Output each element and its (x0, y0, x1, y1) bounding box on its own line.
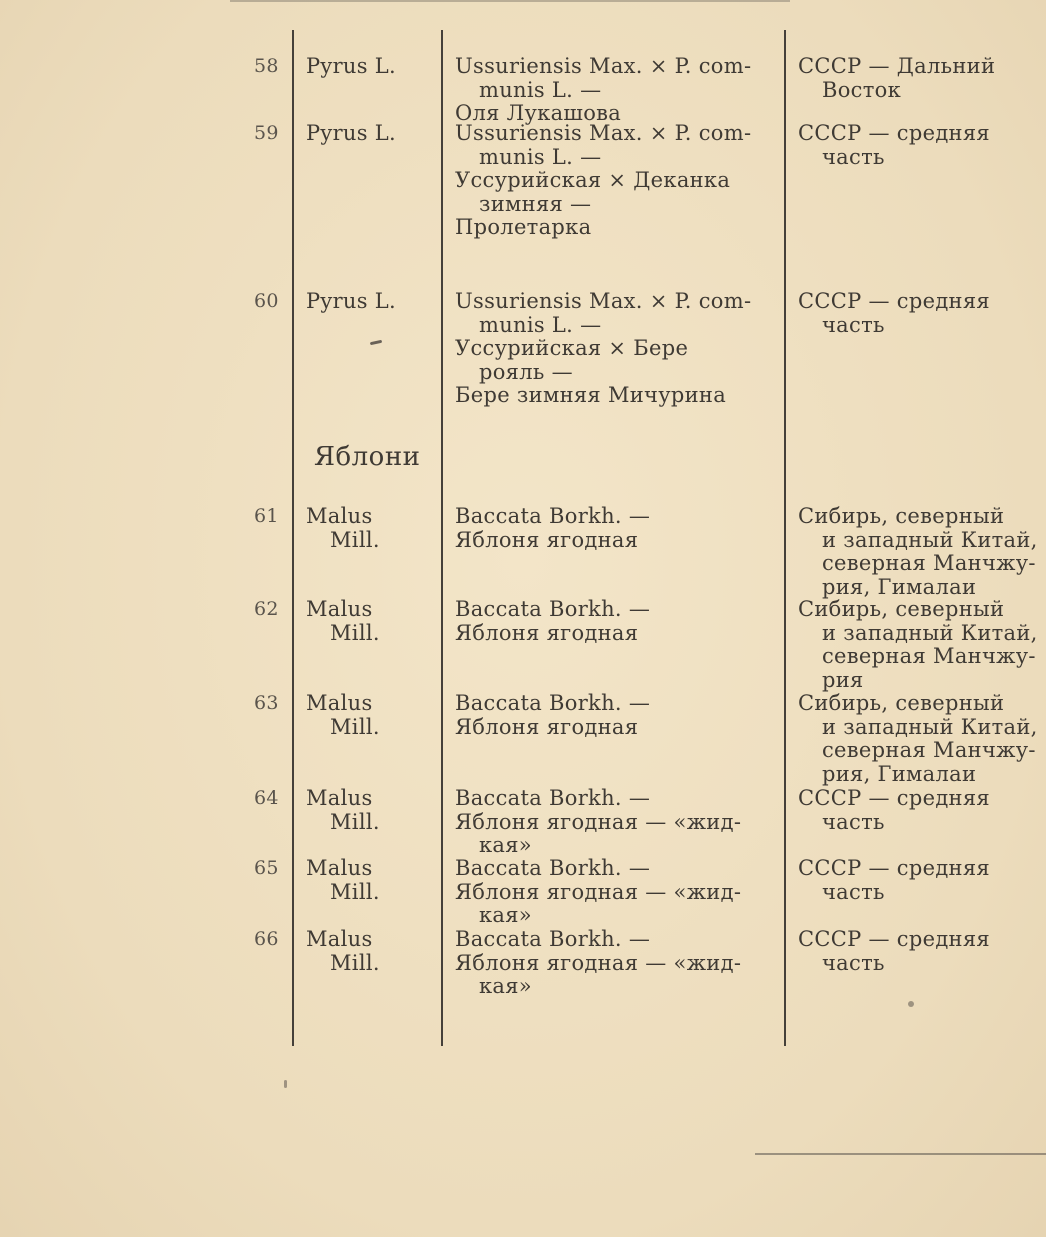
variety-name: Яблоня ягодная (455, 714, 639, 739)
variety-name: Уссурийская ⨯ Деканка (455, 168, 731, 192)
origin-region: СССР — Дальний (798, 54, 996, 78)
row-number: 60 (254, 290, 279, 312)
variety-name: Яблоня ягодная (455, 527, 639, 552)
origin-region: и западный Китай, (822, 620, 1038, 645)
variety-name: Baccata Borkh. — (455, 504, 651, 528)
origin-region: СССР — средняя (798, 786, 990, 810)
genus-name: Malus (306, 504, 373, 528)
origin-region: часть (822, 312, 885, 337)
variety-name: кая» (479, 903, 532, 927)
genus-name: Malus (306, 856, 373, 880)
origin-region: рия, Гималаи (822, 761, 977, 786)
genus-name: Mill. (330, 620, 380, 645)
bottom-rule (755, 1153, 1046, 1155)
genus-name: Pyrus L. (306, 289, 397, 313)
origin-region: северная Манчжу- (822, 738, 1036, 762)
variety-name: Baccata Borkh. — (455, 786, 651, 810)
genus-name: Malus (306, 691, 373, 715)
genus-name: Mill. (330, 714, 380, 739)
variety-name: Яблоня ягодная (455, 620, 639, 645)
genus-name: Mill. (330, 527, 380, 552)
genus-name: Pyrus L. (306, 121, 397, 145)
origin-region: и западный Китай, (822, 527, 1038, 552)
column-divider-2 (441, 30, 443, 1046)
origin-region: часть (822, 809, 885, 834)
variety-name: munis L. — (479, 312, 602, 337)
top-rule (230, 0, 790, 2)
origin-region: Восток (822, 77, 902, 102)
row-number: 63 (254, 692, 279, 714)
origin-region: СССР — средняя (798, 856, 990, 880)
origin-region: часть (822, 879, 885, 904)
variety-name: кая» (479, 974, 532, 998)
ink-speck (908, 1001, 914, 1007)
variety-name: Baccata Borkh. — (455, 597, 651, 621)
origin-region: Сибирь, северный (798, 597, 1005, 621)
row-number: 61 (254, 505, 279, 527)
genus-name: Mill. (330, 879, 380, 904)
row-number: 58 (254, 55, 279, 77)
variety-name: munis L. — (479, 77, 602, 102)
genus-name: Mill. (330, 950, 380, 975)
row-number: 59 (254, 122, 279, 144)
row-number: 65 (254, 857, 279, 879)
origin-region: СССР — средняя (798, 289, 990, 313)
origin-region: и западный Китай, (822, 714, 1038, 739)
origin-region: часть (822, 144, 885, 169)
row-number: 62 (254, 598, 279, 620)
variety-name: Ussuriensis Max. ⨯ P. com- (455, 54, 752, 78)
variety-name: Яблоня ягодная — «жид- (455, 809, 742, 834)
variety-name: Ussuriensis Max. ⨯ P. com- (455, 289, 752, 313)
origin-region: Сибирь, северный (798, 504, 1005, 528)
ink-speck (370, 340, 382, 345)
variety-name: кая» (479, 833, 532, 857)
ink-speck (284, 1080, 287, 1088)
variety-name: Baccata Borkh. — (455, 691, 651, 715)
origin-region: северная Манчжу- (822, 644, 1036, 668)
variety-name: Baccata Borkh. — (455, 856, 651, 880)
section-heading: Яблони (314, 442, 421, 472)
variety-name: munis L. — (479, 144, 602, 169)
origin-region: Сибирь, северный (798, 691, 1005, 715)
variety-name: Бере зимняя Мичурина (455, 383, 727, 407)
genus-name: Malus (306, 786, 373, 810)
variety-name: Пролетарка (455, 215, 592, 239)
column-divider-1 (292, 30, 294, 1046)
genus-name: Malus (306, 597, 373, 621)
variety-name: Ussuriensis Max. ⨯ P. com- (455, 121, 752, 145)
genus-name: Mill. (330, 809, 380, 834)
origin-region: СССР — средняя (798, 121, 990, 145)
origin-region: рия (822, 667, 864, 692)
variety-name: рояль — (479, 359, 573, 384)
origin-region: рия, Гималаи (822, 574, 977, 599)
origin-region: северная Манчжу- (822, 551, 1036, 575)
variety-name: Оля Лукашова (455, 101, 622, 125)
genus-name: Malus (306, 927, 373, 951)
variety-name: Уссурийская ⨯ Бере (455, 336, 689, 360)
column-divider-3 (784, 30, 786, 1046)
variety-name: зимняя — (479, 191, 592, 216)
variety-name: Яблоня ягодная — «жид- (455, 950, 742, 975)
origin-region: часть (822, 950, 885, 975)
variety-name: Яблоня ягодная — «жид- (455, 879, 742, 904)
variety-name: Baccata Borkh. — (455, 927, 651, 951)
origin-region: СССР — средняя (798, 927, 990, 951)
row-number: 64 (254, 787, 279, 809)
row-number: 66 (254, 928, 279, 950)
genus-name: Pyrus L. (306, 54, 397, 78)
